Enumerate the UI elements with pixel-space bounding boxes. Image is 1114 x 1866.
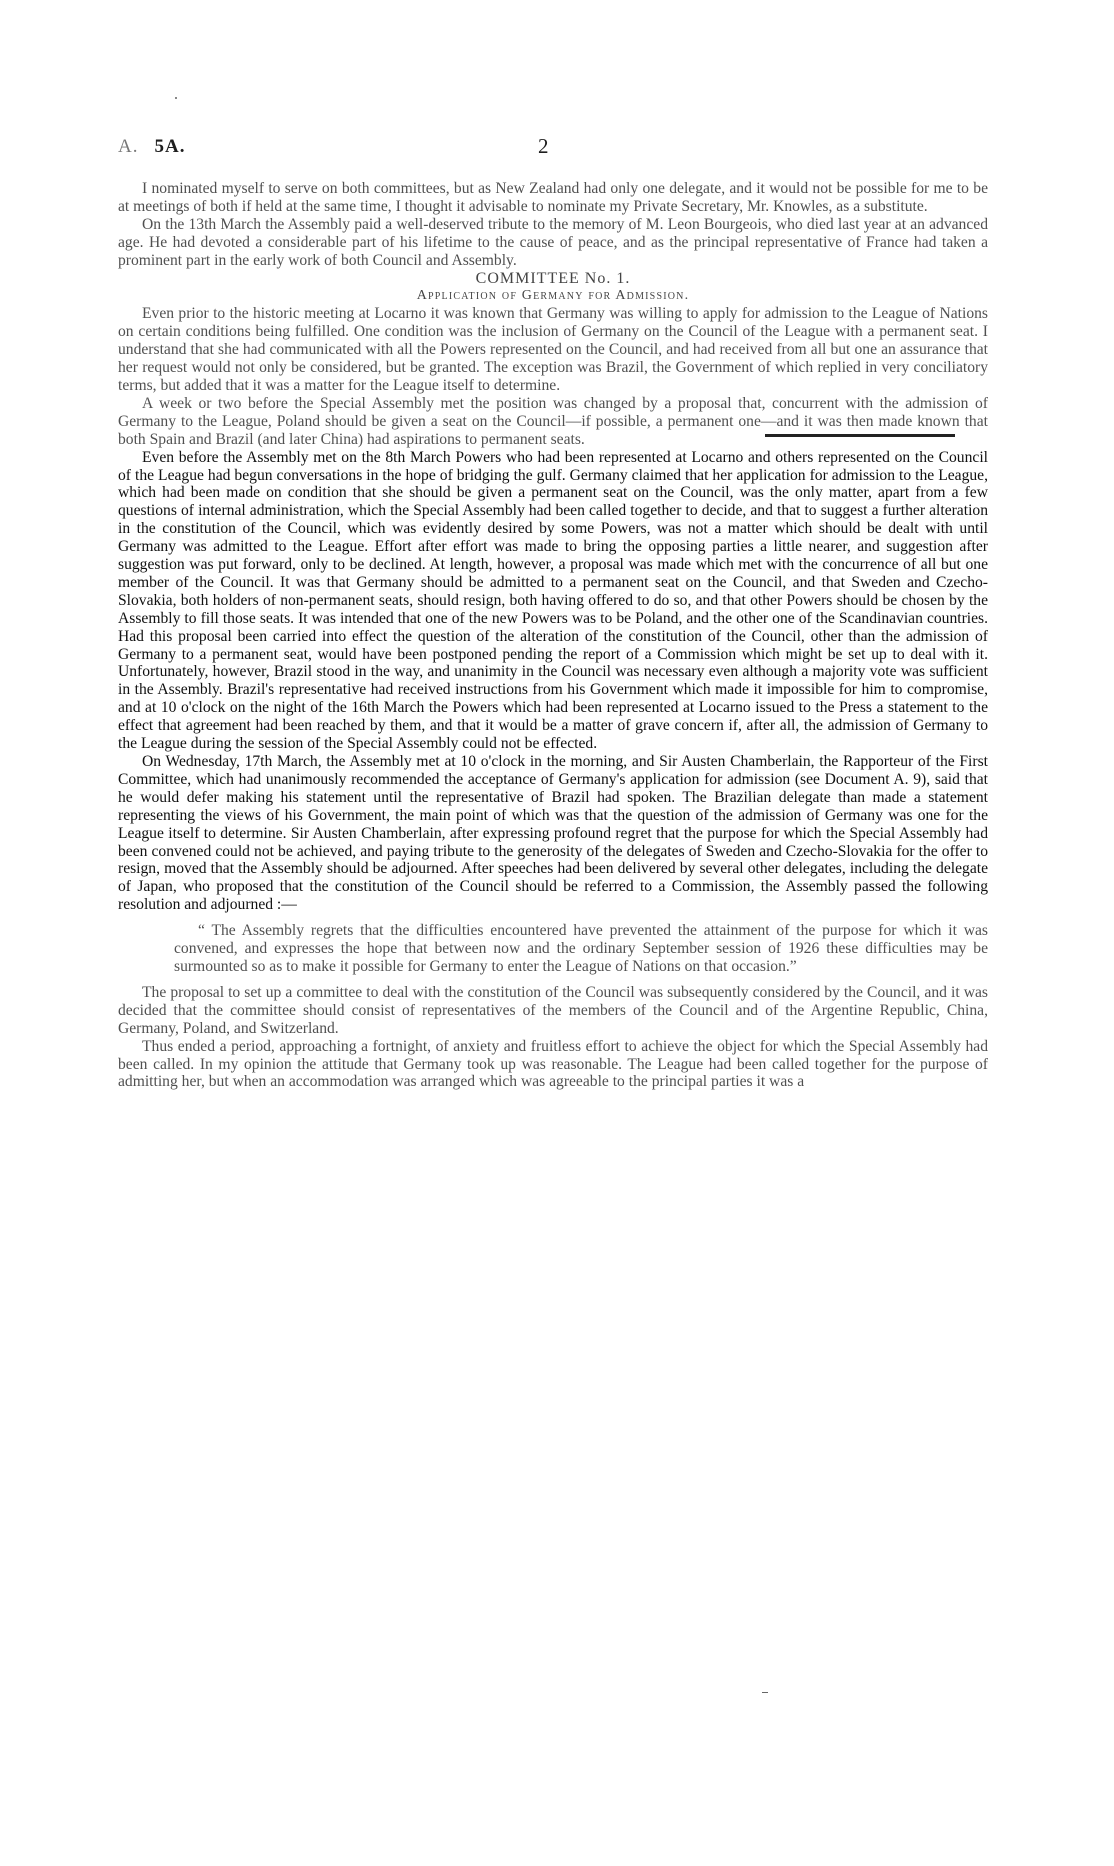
ink-underline-mark [765,434,955,437]
section-heading-committee: COMMITTEE No. 1. [475,269,631,287]
series-code: 5A. [154,136,186,157]
paragraph-conversations: Even before the Assembly met on the 8th March Powers who had been represented at Locarno and others represented on the Council of the League had begun conversations in the hope of bridging the gulf. Germany claimed that her application for admission to the League, which had been made on condition that she should be given a permanent seat on the Council, was the only matter, apart from a few questions of internal administration, which the Special Assembly had been called together to decide, and that to suggest a further alteration in the constitution of the Council, which was evidently desired by some Powers, was not a matter which should be dealt with until Germany was admitted to the League. Effort after effort was made to bring the opposing parties a little nearer, and suggestion after suggestion was put forward, only to be declined. At length, however, a proposal was made which met with the concurrence of all but one member of the Council. It was that Germany should be admitted to a permanent seat on the Council, and that Sweden and Czecho-Slovakia, both holders of non-permanent seats, should resign, both having offered to do so, and that other Powers should be chosen by the Assembly to fill those seats. It was intended that one of the new Powers was to be Poland, and the other one of the Scandinavian countries. Had this proposal been carried into effect the question of the alteration of the constitution of the Council, other than the admission of Germany to a permanent seat, would have been postponed pending the report of a Commission which might be set up to deal with it. Unfortunately, however, Brazil stood in the way, and unanimity in the Council was necessary even although a majority vote was sufficient in the Assembly. Brazil's representative had received instructions from his Government which made it impossible for him to compromise, and at 10 o'clock on the night of the 16th March the Powers which had been represented at Locarno issued to the Press a statement to the effect that agreement had been reached by them, and that it would be a matter of grave concern if, after all, the admission of Germany to the League during the session of the Special Assembly could not be effected. [118,448,988,753]
paragraph-bourgeois-tribute: On the 13th March the Assembly paid a well-deserved tribute to the memory of M. Leon Bourgeois, who died last year at an advanced age. He had devoted a considerable part of his lifetime to the cause of peace, and as the principal representative of France had taken a prominent part in the early work of both Council and Assembly. [118,215,988,269]
series-prefix: A. [118,136,139,157]
page-dash [762,1692,768,1693]
page-header [118,136,988,166]
resolution-quote: “ The Assembly regrets that the difficulties encountered have prevented the attainment of the purpose for which it was convened, and expresses the hope that between now and the ordinary September session of 1926 these difficulties may be surmounted so as to make it possible for Germany to enter the League of Nations on that occasion.” [174,922,988,975]
section-subheading-application: Application of Germany for Admission. [416,288,690,304]
paragraph-nomination: I nominated myself to serve on both committees, but as New Zealand had only one delegate, and it would not be possible for me to be at meetings of both if held at the same time, I thought it advisable to nominate my Private Secretary, Mr. Knowles, as a substitute. [118,180,988,215]
paragraph-locarno: Even prior to the historic meeting at Locarno it was known that Germany was willing to apply for admission to the League of Nations on certain conditions being fulfilled. One condition was the inclusion of Germany on the Council of the League with a permanent seat. I understand that she had communicated with all the Powers represented on the Council, and had received from all but one an assurance that her request would not only be considered, but be granted. The exception was Brazil, the Government of which replied in very conciliatory terms, but added that it was a matter for the League itself to determine. [118,305,988,394]
page-number: 2 [538,134,549,158]
series-reference [118,136,185,158]
paragraph-committee-proposal: The proposal to set up a committee to deal with the constitution of the Council was subsequently considered by the Council, and it was decided that the committee should consist of representatives of the members of the Council and of the Argentine Republic, China, Germany, Poland, and Switzerland. [118,983,988,1037]
paragraph-assembly-17th-march: On Wednesday, 17th March, the Assembly met at 10 o'clock in the morning, and Sir Austen Chamberlain, the Rapporteur of the First Committee, which had unanimously recommended the acceptance of Germany's application for admission (see Document A. 9), said that he would defer making his statement until the representative of Brazil had spoken. The Brazilian delegate than made a statement representing the views of his Government, the main point of which was that the question of the admission of Germany was one for the League itself to determine. Sir Austen Chamberlain, after expressing profound regret that the purpose for which the Special Assembly had been convened could not be achieved, and paying tribute to the generosity of the delegates of Sweden and Czecho-Slovakia for the offer to resign, moved that the Assembly should be adjourned. After speeches had been delivered by several other delegates, including the delegate of Japan, who proposed that the constitution of the Council should be referred to a Commission, the Assembly passed the following resolution and adjourned :— [118,753,988,914]
paragraph-poland-seat: A week or two before the Special Assembly met the position was changed by a proposal that, concurrent with the admission of Germany to the League, Poland should be given a seat on the Council—if possible, a permanent one—and it was then made known that both Spain and Brazil (and later China) had aspirations to permanent seats. [118,394,988,448]
paragraph-conclusion: Thus ended a period, approaching a fortnight, of anxiety and fruitless effort to achieve the object for which the Special Assembly had been called. In my opinion the attitude that Germany took up was reasonable. The League had been called together for the purpose of admitting her, but when an accommodation was arranged which was agreeable to the principal parties it was a [118,1037,988,1091]
page-speck [175,97,177,99]
document-body [118,180,988,1091]
